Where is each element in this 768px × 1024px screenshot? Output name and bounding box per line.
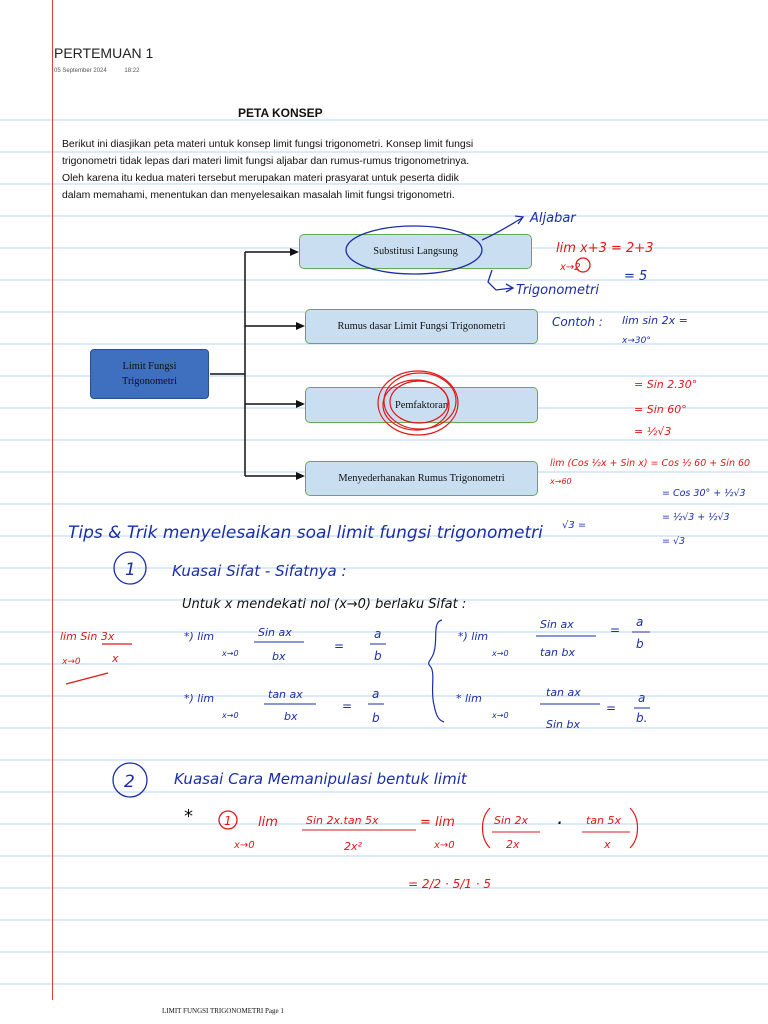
note-step1: = Sin 2.30° xyxy=(634,378,698,391)
note-step3: = ½√3 xyxy=(634,425,672,438)
note-trigonometri: Trigonometri xyxy=(516,283,600,298)
rule2-lim: *) lim xyxy=(184,692,215,705)
example-frac-num: Sin 2x.tan 5x xyxy=(306,814,379,827)
concept-branch-rumus-dasar: Rumus dasar Limit Fungsi Trigonometri xyxy=(305,309,538,344)
kuasai-2: Kuasai Cara Memanipulasi bentuk limit xyxy=(174,770,467,788)
page-time: 18:22 xyxy=(124,68,140,74)
rule1-a: a xyxy=(374,627,382,641)
rule1-lim: *) lim xyxy=(184,630,215,643)
example-dot: · xyxy=(556,811,563,835)
note-lim2-step3: = √3 xyxy=(662,536,686,547)
page-title: PERTEMUAN 1 xyxy=(54,45,154,61)
note-lim2-step2: = ½√3 + ½√3 xyxy=(662,512,730,523)
example-eq-sub: x→0 xyxy=(434,840,455,851)
concept-paragraph: Berikut ini diasjikan peta materi untuk konsep limit fungsi trigonometri. Konsep limit fungsi trigonometri tidak lepas dari materi limit fungsi aljabar dan rumus-rumus trigonometrinya. Oleh karena itu kedua materi tersebut merupakan materi prasyarat untuk peserta didik dalam memahami, menentukan dan menyelesaikan masalah limit fungsi trigonometri. xyxy=(62,139,474,201)
note-lim2: lim (Cos ½x + Sin x) = Cos ½ 60 + Sin 60 xyxy=(550,458,751,469)
arrow-to-trigonometri xyxy=(488,270,512,290)
concept-branch-menyederhanakan: Menyederhanakan Rumus Trigonometri xyxy=(305,461,538,496)
number-1: 1 xyxy=(125,560,136,580)
note-lim2-sub: x→60 xyxy=(550,477,572,486)
curly-brace xyxy=(429,620,444,722)
example-lim: lim xyxy=(258,815,278,830)
untuk-line: Untuk x mendekati nol (x→0) berlaku Sifat : xyxy=(182,597,467,612)
concept-root: Limit Fungsi Trigonometri xyxy=(90,349,209,399)
rule1-b: b xyxy=(374,649,382,663)
example-result: = 2/2 · 5/1 · 5 xyxy=(408,877,492,891)
rule3-num: Sin ax xyxy=(540,618,574,631)
rule2-b: b xyxy=(372,711,380,725)
rule2-a: a xyxy=(372,687,380,701)
rule3-a: a xyxy=(636,615,644,629)
kuasai-1: Kuasai Sifat - Sifatnya : xyxy=(172,562,347,580)
arrow-to-aljabar xyxy=(482,218,522,240)
rule3-den: tan bx xyxy=(540,646,576,659)
page-date: 05 September 2024 xyxy=(54,68,107,74)
rule4-a: a xyxy=(638,691,646,705)
rule1-sub: x→0 xyxy=(222,649,239,658)
concept-branch-substitusi: Substitusi Langsung xyxy=(299,234,532,269)
example-f2-den: x xyxy=(604,838,611,851)
note-aljabar: Aljabar xyxy=(530,211,576,226)
note-sqrt3: √3 = xyxy=(562,520,587,531)
example-f1-den: 2x xyxy=(506,838,520,851)
rule4-den: Sin bx xyxy=(546,718,580,731)
rule4-lim: * lim xyxy=(456,692,482,705)
number-2: 2 xyxy=(124,772,135,792)
svg-text:=: = xyxy=(342,699,353,713)
rule2-sub: x→0 xyxy=(222,711,239,720)
red-scribble-pemfaktoran xyxy=(378,371,458,435)
rule4-num: tan ax xyxy=(546,686,581,699)
side-lim: lim Sin 3x xyxy=(60,630,115,643)
example-f2-num: tan 5x xyxy=(586,814,622,827)
example-number: 1 xyxy=(224,814,232,828)
note-contoh-lim: lim sin 2x = xyxy=(622,314,688,327)
note-lim-example-sub: x→2 xyxy=(560,262,581,273)
rule4-sub: x→0 xyxy=(492,711,509,720)
note-contoh: Contoh : xyxy=(552,315,603,329)
rule2-den: bx xyxy=(284,710,298,723)
side-sub: x→0 xyxy=(62,657,81,667)
svg-text:=: = xyxy=(334,639,345,653)
concept-branch-pemfaktoran: Pemfaktoran xyxy=(305,387,538,423)
note-step2: = Sin 60° xyxy=(634,403,687,416)
rule4-b: b. xyxy=(636,711,648,725)
svg-text:=: = xyxy=(610,623,621,637)
page-footer: LIMIT FUNGSI TRIGONOMETRI Page 1 xyxy=(162,1007,284,1015)
svg-text:=: = xyxy=(606,701,617,715)
note-lim-example: lim x+3 = 2+3 xyxy=(556,241,654,256)
note-lim2-step1: = Cos 30° + ½√3 xyxy=(662,488,746,499)
tips-heading: Tips & Trik menyelesaikan soal limit fungsi trigonometri xyxy=(68,523,543,543)
rule1-den: bx xyxy=(272,650,286,663)
rule2-num: tan ax xyxy=(268,688,303,701)
example-sub: x→0 xyxy=(234,840,255,851)
example-star: * xyxy=(184,806,193,827)
note-lim-example-result: = 5 xyxy=(624,269,648,284)
rule3-b: b xyxy=(636,637,644,651)
rule1-num: Sin ax xyxy=(258,626,292,639)
example-frac-den: 2x² xyxy=(344,840,362,853)
note-contoh-sub: x→30° xyxy=(622,336,651,346)
concept-title: PETA KONSEP xyxy=(238,106,323,120)
example-eq-lim: = lim xyxy=(420,815,455,830)
rule3-sub: x→0 xyxy=(492,649,509,658)
rule3-lim: *) lim xyxy=(458,630,489,643)
example-f1-num: Sin 2x xyxy=(494,814,529,827)
blue-circle-substitusi xyxy=(346,226,482,274)
side-den: x xyxy=(112,652,119,665)
